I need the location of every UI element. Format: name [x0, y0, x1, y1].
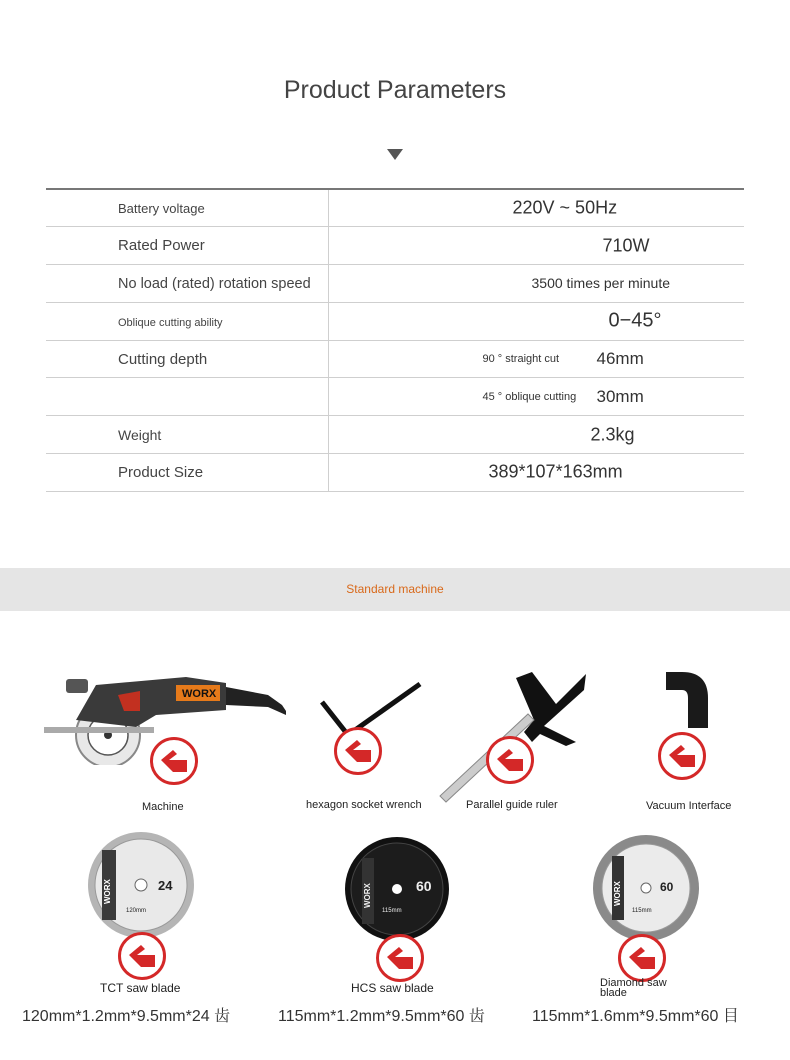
vacuum-image: [660, 668, 716, 730]
table-row: [46, 454, 744, 492]
spec-value: 0−45°: [608, 309, 662, 332]
blade-brand: WORX: [613, 881, 622, 906]
diamond-blade-image: [592, 834, 700, 942]
section-title: Standard machine: [346, 582, 444, 596]
wrench-image: [318, 680, 428, 740]
spec-label: Product Size: [118, 463, 204, 481]
wrench-label: hexagon socket wrench: [306, 799, 422, 811]
vacuum-label: Vacuum Interface: [646, 800, 732, 812]
machine-label: Machine: [142, 801, 184, 813]
spec-value: 710W: [602, 235, 650, 256]
blade-teeth: 60: [416, 878, 432, 894]
blade-teeth: 60: [660, 880, 674, 894]
blade-brand: WORX: [103, 879, 112, 904]
badge-icon: [376, 934, 424, 982]
page-title: Product Parameters: [283, 76, 507, 104]
hcs-label: HCS saw blade: [351, 981, 434, 995]
spec-sub-label: 90 ° straight cut: [482, 353, 560, 366]
ruler-label: Parallel guide ruler: [466, 799, 558, 811]
table-row: [46, 416, 744, 454]
blade-teeth: 24: [158, 878, 173, 893]
hcs-spec: 115mm*1.2mm*9.5mm*60 齿: [278, 1008, 485, 1025]
badge-icon: [658, 732, 706, 780]
diamond-label: Diamond saw blade: [600, 977, 667, 999]
section-header: [0, 568, 790, 611]
spec-label: Rated Power: [118, 237, 205, 255]
badge-icon: [486, 736, 534, 784]
spec-label: Cutting depth: [118, 350, 208, 368]
spec-label: No load (rated) rotation speed: [118, 275, 311, 292]
spec-value: 46mm: [596, 349, 644, 369]
spec-value: 389*107*163mm: [488, 461, 623, 482]
spec-label: Weight: [118, 426, 162, 443]
tct-label: TCT saw blade: [100, 981, 181, 995]
hcs-blade-image: [344, 836, 450, 942]
badge-icon: [618, 934, 666, 982]
spec-table: [46, 188, 744, 492]
down-arrow-icon: [387, 149, 403, 160]
table-row: [46, 189, 744, 227]
table-row: [46, 378, 744, 416]
svg-text:WORX: WORX: [182, 688, 217, 700]
spec-label: Battery voltage: [118, 201, 205, 217]
table-row: [46, 302, 744, 340]
blade-brand: WORX: [363, 883, 372, 908]
spec-value: 2.3kg: [590, 424, 635, 445]
spec-sub-label: 45 ° oblique cutting: [482, 390, 577, 403]
spec-value: 3500 times per minute: [531, 275, 671, 292]
table-row: [46, 265, 744, 303]
badge-icon: [334, 727, 382, 775]
spec-value: 30mm: [596, 386, 644, 406]
tct-spec: 120mm*1.2mm*9.5mm*24 齿: [22, 1008, 231, 1025]
diamond-spec: 115mm*1.6mm*9.5mm*60 目: [532, 1008, 739, 1025]
blade-size: 115mm: [382, 908, 402, 914]
tct-blade-image: [86, 830, 196, 940]
badge-icon: [150, 737, 198, 785]
table-row: [46, 227, 744, 265]
badge-icon: [118, 932, 166, 980]
blade-size: 115mm: [632, 908, 652, 914]
spec-value: 220V ~ 50Hz: [512, 197, 618, 218]
table-row: [46, 340, 744, 378]
spec-label: Oblique cutting ability: [118, 317, 223, 330]
blade-size: 120mm: [126, 908, 147, 914]
